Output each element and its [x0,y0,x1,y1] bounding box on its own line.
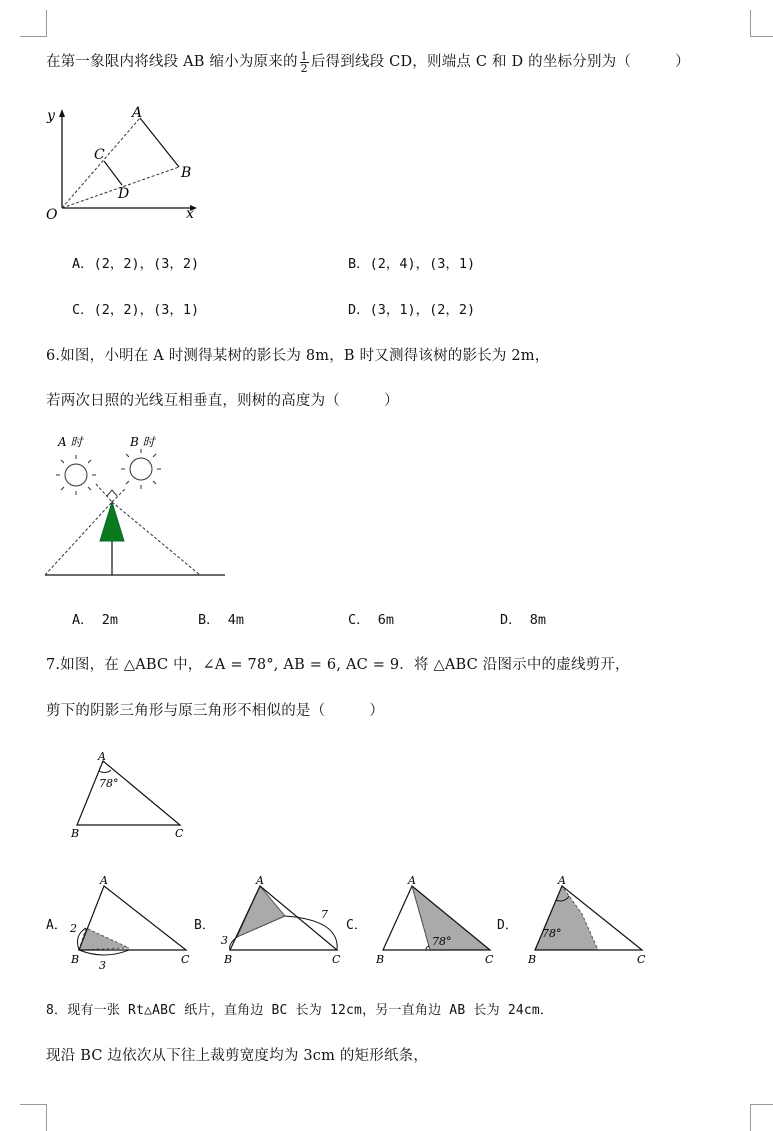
q7-main-angle: 78° [99,777,119,790]
q7-main-label-a: A [98,750,106,763]
q7d-label-b: B [528,953,537,966]
q7-option-d-figure [520,870,650,970]
q7-option-c-figure [368,870,498,970]
q5-frac-num: 1 [300,49,308,63]
q5-option-d: D．(3，1)，(2，2) [348,302,476,318]
sun-b-icon [121,449,161,489]
q5-label-o: O [46,207,58,223]
q7a-label-c: C [181,953,190,966]
q6-option-a: A． 2m [72,612,119,628]
q7-option-a-label: A． [46,918,67,933]
q5-label-x: x [186,206,194,222]
q7b-label-c: C [332,953,341,966]
crop-mark-bottom-right [750,1104,773,1131]
q5-option-c: C．(2，2)，(3，1) [72,302,200,318]
q7-line-2: 剪下的阴影三角形与原三角形不相似的是（ ） [46,703,385,719]
q5-label-b: B [181,165,192,181]
tree-icon [100,502,124,541]
q5-option-b: B．(2，4)，(3，1) [348,256,476,272]
q7d-label-a: A [558,874,566,887]
q5-frac-den: 2 [300,61,308,75]
q5-stem-before: 在第一象限内将线段 AB 缩小为原来的 [46,54,298,70]
q7b-label-3: 3 [221,934,228,947]
q7c-label-b: B [376,953,385,966]
q7c-label-c: C [485,953,494,966]
q5-stem [46,50,690,74]
q6-option-b: B． 4m [198,612,245,628]
q7-line-1: 7.如图，在 △ABC 中，∠A = 78°, AB = 6, AC = 9．将 △ABC 沿图示中的虚线剪开， [46,657,630,673]
q7-option-a-figure [64,870,194,970]
q8-line-1: 8．现有一张 Rt△ABC 纸片，直角边 BC 长为 12cm，另一直角边 AB 长为 24cm． [46,1003,554,1018]
q7d-label-c: C [637,953,646,966]
q7a-label-2: 2 [70,922,77,935]
q6-line-1: 6.如图，小明在 A 时测得某树的影长为 8m，B 时又测得该树的影长为 2m， [46,348,550,364]
q7-option-d-label: D． [497,918,518,933]
q7a-label-3: 3 [99,959,106,972]
q7c-label-a: A [408,874,416,887]
q8-line-2: 现沿 BC 边依次从下往上裁剪宽度均为 3cm 的矩形纸条， [46,1048,429,1064]
q6-option-c: C． 6m [348,612,395,628]
sun-a-icon [56,455,96,495]
q7c-angle: 78° [432,935,452,948]
q6-option-d: D． 8m [500,612,547,628]
q6-label-b-time: B 时 [130,435,155,449]
q5-label-y: y [47,108,55,124]
q7-main-label-c: C [175,827,184,840]
q7-option-b-figure [215,870,350,970]
q7-main-triangle [68,750,193,840]
q7b-label-b: B [224,953,233,966]
q5-label-c: C [94,147,105,163]
q7-option-c-label: C． [346,918,367,933]
q5-option-a: A．(2，2)，(3，2) [72,256,200,272]
q6-tree-shadow-figure [40,430,230,580]
q5-fraction [300,51,309,74]
crop-mark-top-left [20,10,47,37]
q5-coordinate-figure [40,100,210,225]
q6-label-a-time: A 时 [58,435,83,449]
q6-line-2: 若两次日照的光线互相垂直，则树的高度为（ ） [46,393,399,409]
q7b-label-7: 7 [321,908,328,921]
crop-mark-top-right [750,10,773,37]
q7-main-label-b: B [71,827,80,840]
q7b-label-a: A [256,874,264,887]
q7a-label-a: A [100,874,108,887]
q7a-label-b: B [71,953,80,966]
crop-mark-bottom-left [20,1104,47,1131]
q5-stem-after: 后得到线段 CD，则端点 C 和 D 的坐标分别为（ ） [310,54,690,70]
q5-label-d: D [118,186,130,202]
q7-option-b-label: B． [194,918,215,933]
q7d-angle: 78° [542,927,562,940]
q5-label-a: A [132,105,143,121]
